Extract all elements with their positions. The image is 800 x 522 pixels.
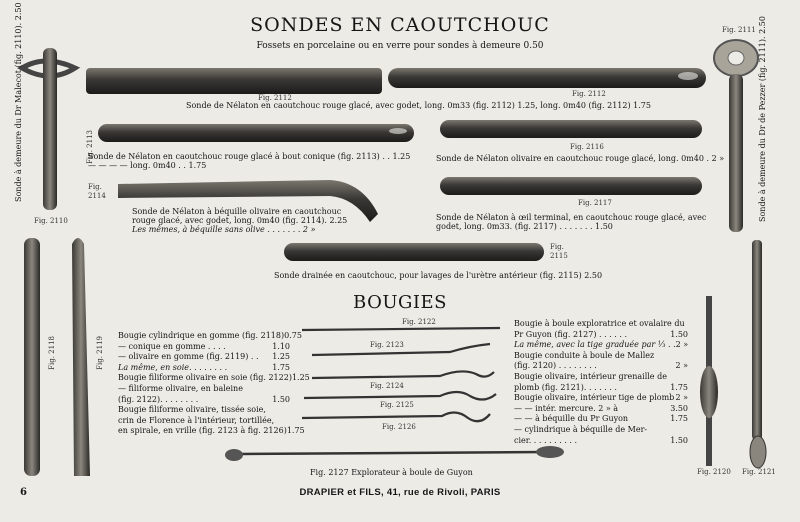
fig-2122-label: Fig. 2122 [402, 318, 436, 326]
price-row: Bougie cylindrique en gomme (fig. 2118) 0.75 [118, 331, 302, 340]
fig-2125-label: Fig. 2125 [380, 401, 414, 409]
caption-nelaton-godet: Sonde de Nélaton en caoutchouc rouge glacé, avec godet, long. 0m33 (fig. 2112) 1.25, long. 0m40 (fig. 2112) 1.75 [186, 101, 651, 110]
explorateur-caption: Fig. 2127 Explorateur à boule de Guyon [310, 468, 473, 477]
fig-2112a-label: Fig. 2112 [258, 94, 292, 102]
sonde-2112-b [388, 68, 706, 88]
fig-2111-label: Fig. 2111 [722, 26, 756, 34]
fig-2116-label: Fig. 2116 [570, 143, 604, 151]
fig-2113-label: Fig. 2113 [86, 130, 94, 164]
malecot-catheter-image [22, 48, 75, 210]
price-row: (fig. 2122). . . . . . . . 1.50 [118, 394, 290, 404]
sonde-2116 [440, 120, 702, 138]
publisher-footer: DRAPIER et FILS, 41, rue de Rivoli, PARIS [299, 487, 501, 498]
price-row: Bougie olivaire, intérieur grenaille de [514, 371, 667, 381]
caption-bequille-1: Sonde de Nélaton à béquille olivaire en caoutchouc [132, 207, 342, 216]
sonde-2117 [440, 177, 702, 195]
price-row: — olivaire en gomme (fig. 2119) . . 1.25 [118, 352, 290, 362]
pezzer-caption: Sonde à demeure du Dr de Pezzer (fig. 2111). 2.50 [758, 16, 767, 222]
price-row: Bougie conduite à boule de Mallez [514, 350, 655, 360]
pezzer-catheter-image [714, 40, 758, 232]
caption-bequille-2: rouge glacé, avec godet, long. 0m40 (fig. 2114). 2.25 [132, 216, 348, 225]
bougie-2119 [72, 238, 90, 476]
sonde-2115 [284, 243, 544, 261]
caption-oeil-2: godet, long. 0m33. (fig. 2117) . . . . . . . 1.50 [436, 222, 613, 231]
bougie-2121 [750, 240, 766, 468]
fig-2119-label: Fig. 2119 [96, 336, 104, 370]
fig-2124-label: Fig. 2124 [370, 382, 404, 390]
price-row: La même, avec la tige graduée par ⅓ . . 2 » [514, 340, 689, 350]
fig-2117-label: Fig. 2117 [578, 199, 612, 207]
price-row: crin de Florence à l'intérieur, tortillée, [118, 415, 275, 425]
fig-2121-label: Fig. 2121 [742, 468, 776, 476]
fig-2112b-label: Fig. 2112 [572, 90, 606, 98]
fossets-line: Fossets en porcelaine ou en verre pour sondes à demeure 0.50 [256, 41, 544, 51]
price-row: Bougie à boule exploratrice et ovalaire du [514, 319, 685, 328]
caption-conique-2: — — — — long. 0m40 . . 1.75 [88, 161, 207, 170]
bougie-2120 [700, 296, 718, 466]
price-row: — cylindrique à béquille de Mer- [514, 424, 648, 434]
price-row: en spirale, en vrille (fig. 2123 à fig. 2126) 1.75 [118, 426, 305, 436]
caption-bequille-3: Les mêmes, à béquille sans olive . . . . . . . 2 » [132, 225, 316, 234]
bougie-2118 [24, 238, 40, 476]
bougies-left-column [118, 331, 310, 437]
price-row: — filiforme olivaire, en baleine [118, 383, 243, 393]
price-row: — — à béquille du Pr Guyon 1.75 [514, 414, 688, 424]
caption-conique-1: Sonde de Nélaton en caoutchouc rouge glacé à bout conique (fig. 2113) . . 1.25 [88, 152, 411, 161]
bougies-right-column [514, 319, 688, 446]
fig-2120-label: Fig. 2120 [697, 468, 731, 476]
price-row: Bougie filiforme olivaire, tissée soie, [118, 405, 266, 415]
sonde-2113 [98, 124, 414, 142]
price-row: La même, en soie. . . . . . . . 1.75 [118, 362, 290, 372]
price-row: (fig. 2120) . . . . . . . . 2 » [514, 361, 688, 371]
price-row: cier. . . . . . . . . . 1.50 [514, 435, 688, 445]
fig-2114-label: Fig. 2114 [88, 183, 106, 200]
page-number: 6 [20, 487, 27, 498]
price-row: Pr Guyon (fig. 2127) . . . . . . 1.50 [514, 329, 688, 339]
fig-2126-label: Fig. 2126 [382, 423, 416, 431]
sonde-2112-a [86, 68, 382, 94]
page-title: SONDES EN CAOUTCHOUC [250, 14, 550, 36]
price-row: — — intér. mercure. 2 » à 3.50 [514, 403, 688, 413]
fig-2110-label: Fig. 2110 [34, 217, 68, 225]
bougies-heading: BOUGIES [353, 292, 447, 313]
explorateur-2127 [225, 446, 564, 461]
price-row: Bougie olivaire, intérieur tige de plomb 2 » [514, 393, 688, 403]
fig-2123-label: Fig. 2123 [370, 341, 404, 349]
price-row: — conique en gomme . . . . 1.10 [118, 341, 290, 351]
fig-2118-label: Fig. 2118 [48, 336, 56, 370]
malecot-caption: Sonde à demeure du Dr Malecot (fig. 2110). 2.50 [14, 2, 23, 202]
price-row: Bougie filiforme olivaire en soie (fig. 2122) 1.25 [118, 373, 310, 383]
fig-2115-label: Fig. 2115 [550, 243, 568, 260]
caption-olivaire: Sonde de Nélaton olivaire en caoutchouc rouge glacé, long. 0m40 . 2 » [436, 154, 725, 163]
caption-drainee: Sonde drainée en caoutchouc, pour lavages de l'urètre antérieur (fig. 2115) 2.50 [274, 271, 603, 280]
caption-oeil-1: Sonde de Nélaton à œil terminal, en caoutchouc rouge glacé, avec [436, 213, 707, 222]
price-row: plomb (fig. 2121). . . . . . . 1.75 [514, 382, 688, 392]
